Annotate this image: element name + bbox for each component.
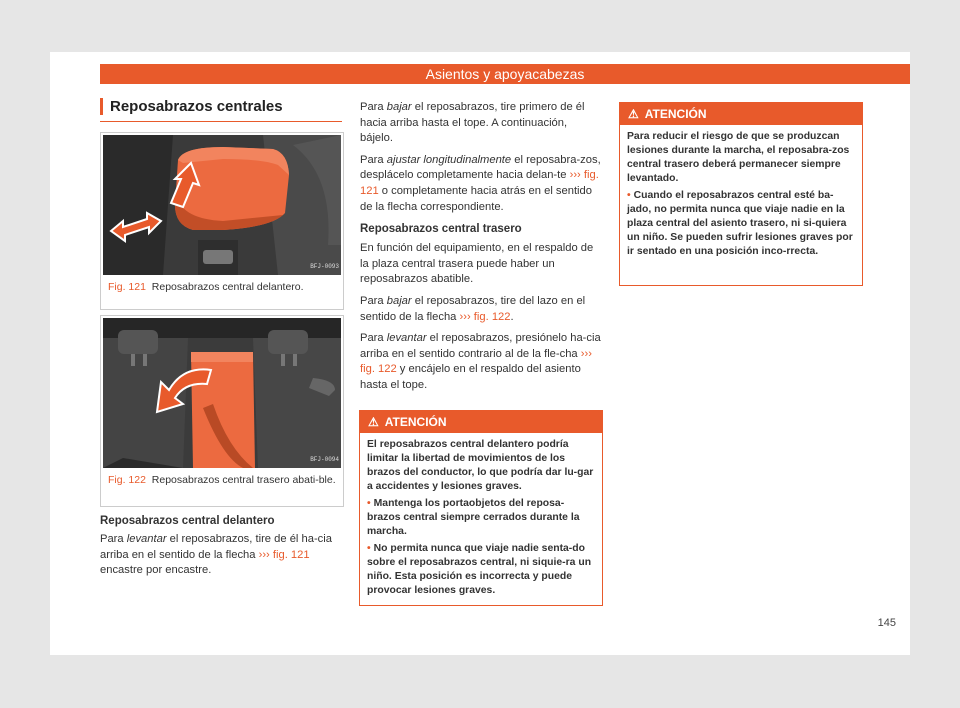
section-title: Reposabrazos centrales	[100, 98, 352, 115]
figure-122	[100, 315, 344, 507]
page	[50, 52, 910, 655]
figure-code: BFJ-0093	[310, 263, 339, 270]
fig-121-link[interactable]: ››› fig. 121	[360, 169, 599, 197]
bullet-icon: •	[367, 498, 371, 509]
rear-armrest-intro-text: En función del equipamiento, en el respaldo de la plaza central trasera puede haber un reposabrazos abatible.	[360, 242, 594, 286]
front-armrest-photo	[103, 135, 341, 275]
warning-intro: El reposabrazos central delantero podría limitar la libertad de movimientos de los brazos del conductor, lo que podría dar lu-gar a accidentes y lesiones graves.	[367, 439, 594, 492]
warning-box-front	[359, 410, 603, 606]
rear-armrest-lower-text: Para bajar el reposabrazos, tire del lazo en el sentido de la flecha ››› fig. 122.	[360, 294, 586, 323]
warning-triangle-icon: ⚠	[628, 107, 639, 121]
fig-121-link[interactable]: ››› fig. 121	[258, 548, 310, 561]
page-number: 145	[877, 617, 896, 629]
figure-label: Fig. 122	[108, 474, 146, 486]
fig-122-link[interactable]: ››› fig. 122	[360, 347, 592, 376]
figure-code: BFJ-0094	[310, 456, 339, 463]
fig-122-link[interactable]: ››› fig. 122	[459, 310, 511, 323]
front-armrest-lower-text: Para bajar el reposabrazos, tire primero de él hacia arriba hasta el tope. A continuación, bájelo.	[360, 101, 585, 145]
bullet-icon: •	[367, 543, 371, 554]
figure-caption	[108, 281, 337, 294]
figure-caption	[108, 474, 337, 487]
warning-bullet: • No permita nunca que viaje nadie senta-do sobre el reposabrazos central, ni siquie-ra un niño. Esta posición es incorrecta y puede provocar lesiones graves.	[367, 543, 592, 596]
rear-armrest-heading: Reposabrazos central trasero	[360, 223, 522, 236]
front-armrest-adjust-text: Para ajustar longitudinalmente el reposabra-zos, desplácelo completamente hacia delan-te ››› fig. 121 o completamente hacia atrás en el sentido de la flecha correspondiente.	[360, 153, 601, 213]
warning-body	[620, 125, 862, 259]
chapter-header: Asientos y apoyacabezas	[100, 64, 910, 84]
warning-body	[360, 433, 602, 598]
front-armrest-heading: Reposabrazos central delantero	[100, 515, 275, 527]
rear-armrest-photo	[103, 318, 341, 468]
figure-caption-text: Reposabrazos central delantero.	[151, 281, 304, 293]
rear-armrest-raise-text: Para levantar el reposabrazos, presiónelo ha-cia arriba en el sentido contrario al de la fle-cha ››› fig. 122 y encájelo en el respaldo del asiento hasta el tope.	[360, 332, 601, 391]
warning-bullet: • Cuando el reposabrazos central esté ba-jado, no permita nunca que viaje nadie en la plaza central del asiento trasero, ni si-quiera un niño. Se pueden sufrir lesiones graves por ir sentado en una posición inco-rrecta.	[627, 190, 853, 257]
front-armrest-raise-text: Para levantar el reposabrazos, tire de él ha-cia arriba en el sentido de la flecha ››› fig. 121 encastre por encastre.	[100, 533, 332, 577]
warning-triangle-icon: ⚠	[368, 415, 379, 429]
bullet-icon: •	[627, 190, 631, 201]
figure-caption-text: Reposabrazos central trasero abati-ble.	[151, 474, 336, 486]
warning-intro: Para reducir el riesgo de que se produzcan lesiones durante la marcha, el reposabra-zos central trasero deberá permanecer siempre levantado.	[627, 131, 850, 184]
middle-column	[360, 100, 602, 400]
warning-bullet: • Mantenga los portaobjetos del reposa-brazos central siempre cerrados durante la marcha.	[367, 498, 580, 537]
warning-box-rear	[619, 102, 863, 286]
front-armrest-section	[100, 515, 342, 579]
section-title-rule	[100, 121, 342, 122]
warning-header: ⚠ ATENCIÓN	[360, 411, 602, 433]
warning-header: ⚠ ATENCIÓN	[620, 103, 862, 125]
figure-121	[100, 132, 344, 310]
figure-label: Fig. 121	[108, 281, 146, 293]
